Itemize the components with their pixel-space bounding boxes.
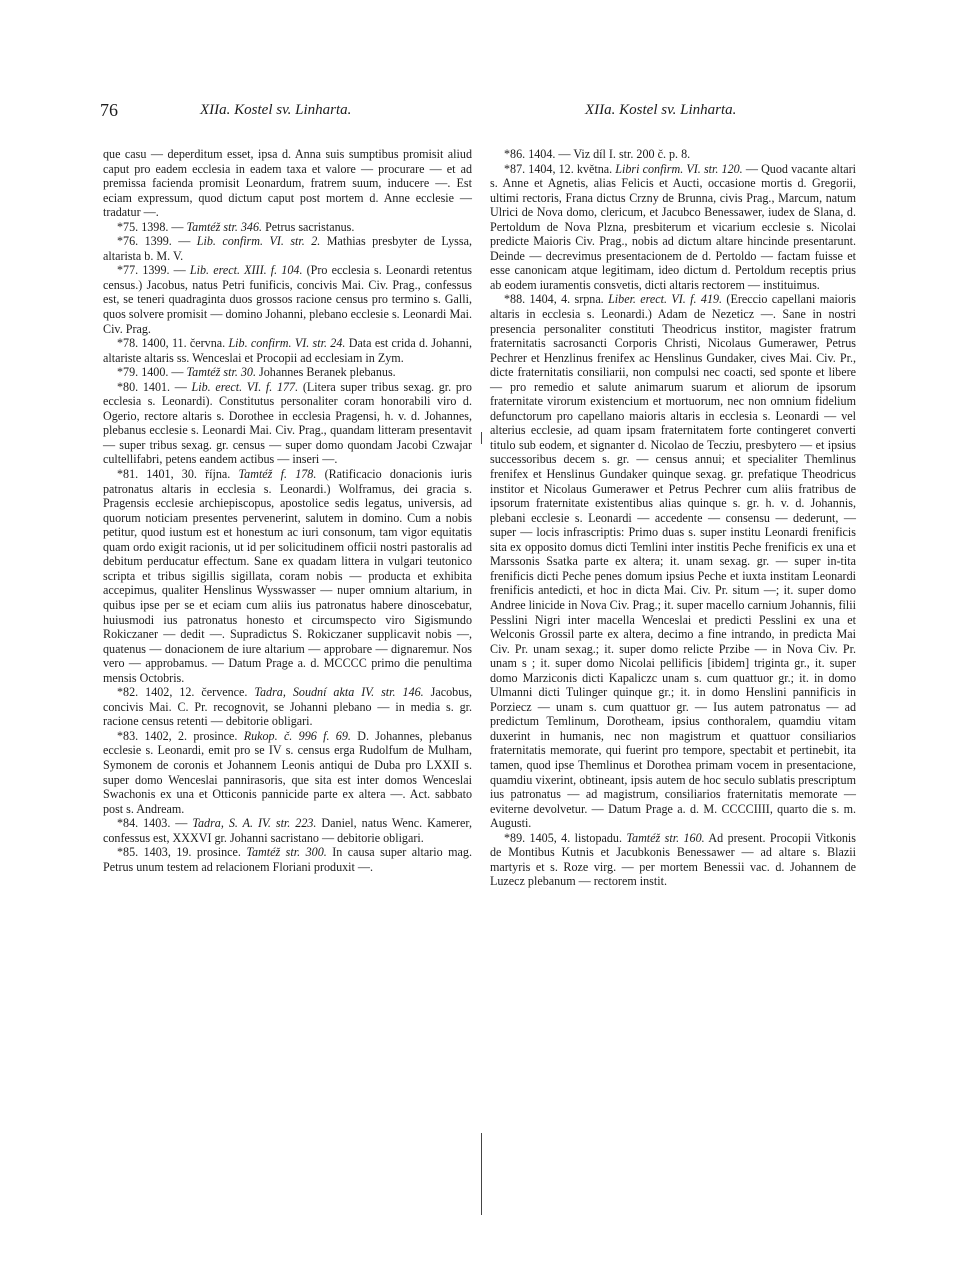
entry-text: *75. 1398. — (117, 219, 187, 234)
entry-paragraph (490, 147, 856, 162)
entry-text: (Pro ecclesia s. Leonardi retentus census.) Jacobus, natus Petri funificis, concivis Mai. Civ. Prag., confessus est, se teneri quadraginta duos grossos racione census pro termino s. Galli, quos solvere promisit — domino Johanni, plebano ecclesie s. Leonardi Mai. Civ. Prag. (103, 263, 472, 336)
entry-paragraph (103, 816, 472, 845)
entry-text: que casu — deperditum esset, ipsa d. Anna suis sumptibus promisit aliud caput pro eadem ecclesia in eadem taxa et valore — procurare — et ad premissa facienda promisit Leonardum, fratrem suum, inducere —. Est eciam expressum, quod dictum caput post mortem d. Anne ecclesie — tradatur —. (103, 147, 472, 220)
source-citation: Tamtéž str. 300. (246, 845, 327, 860)
entry-paragraph (103, 263, 472, 336)
entry-text: D. Johannes, plebanus ecclesie s. Leonardi, emit pro se IV s. census erga Rudolfum de Mulham, Symonem de coronis et Johannem Leonis antiqui de Duba pro LXXII s. super domo Wenceslai pannirasoris, que sita est inter domos Wenceslai Swachonis ex una et Otticonis pannicide parte ex altera —. Act. sabbato post s. Andream. (103, 728, 472, 816)
source-citation: Tadra, S. A. IV. str. 223. (192, 816, 317, 831)
page-number: 76 (100, 100, 118, 120)
source-citation: Tamtéž str. 346. (186, 219, 263, 234)
entry-paragraph (490, 162, 856, 293)
entry-text: (Ereccio capellani maioris altaris in ecclesia s. Leonardi.) Adam de Nezeticz —. Sane in nostri presencia personaliter constituti Theodricus institor, magister fratrum fraternitatis sacrosancti Corporis Christi, Nicolaus Gumerawer, Petrus Pechrer et Henzlinus frenifex ac Henslinus Gundaker, cives Mai. Civ. Pr., dicte fraternitatis consiliarii, non compulsi nec coacti, sed sponte et libere — pro remedio et salute animarum suarum et aliorum de ipsorum fraternitate virorum existencium et mortuorum, nec non omnium fidelium defunctorum pro capellano maioris altaris in ecclesia s. Leonardi — vel alterius ecclesie, ad quam ipsam fraternitatem forte contingeret converti titulo sub eodem, et signanter d. Nicolao de Tecziu, presbytero — et ipsius successoribus decem s. gr. — census annui; et specialiter Themlinus frenifex et Henslinus Gundaker quinque sexag. gr. prefatique Theodricus institor et Nicolaus Gumerawer et Petrus Pechrer cum aliis fratribus de ipsorum fraternitate existentibus alias quinque s. gr. h. v. d. Johannis, plebani ecclesie s. Leonardi — accedente — consensu — dederunt, — super — locis infrascriptis: Primo duas s. super institu Leonardi frenificis sita ex opposito domus dicti Temlini inter institis Peche frenificis ex una et Marssonis Ssatka parte ex altera; it. unam sexag. gr. — super in-tita frenificis dicti Peche penes domum ipsius Peche et iuxta institam Leonardi frenificis antedicti, et hoc in dicta Mai. Civ. Pr. situm —; it. super domo Andree linicide in Nova Civ. Prag.; it. super macello carnium Johannis, filii Pesslini Nigri inter macella Wenceslai et predicti Pesslini ex una et Welconis Grossil parte ex altera, decimo a fine intrando, in predicta Mai Civ. Pr. unam sexag.; it. super domo relicte Przibe — in Nova Civ. Pr. unam s ; it. super domo Nicolai pellificis [ibidem] triginta gr., it. super domo Marziconis dicti Kapaliczc unam s. cum quattuor gr.; it. in domo Ulmanni dicti Tulinger quinque gr.; it. in domo Henslini pannificis in Porziecz — unam s. cum quattuor gr. — Ius autem patronatus — ad predictum Temlinum, Dorotheam, ipsius conthoralem, quamdiu vitam duxerint in humanis, nec non magistrum et quattuor consiliarios fraternitatis memorate, qui fuerint pro tempore, spectabit et pertinebit, ita tamen, quod ipse Themlinus et Dorothea primam vocem in presentacione, quamdiu vixerint, obtineant, ipsis autem de hoc seculo sublatis prescriptum ius patronatus — ad magistrum, consiliarios fraternitatis memorate — eviterne devolvetur. — Datum Prage a. d. M. CCCCIIII, quarto die s. m. Augusti. (490, 292, 856, 831)
entry-paragraph (103, 234, 472, 263)
entry-paragraph (103, 467, 472, 685)
entry-text: (Litera super tribus sexag. gr. pro ecclesia s. Leonardi). Constitutus personaliter coram honorabili viro d. Ogerio, rectore altaris s. Dorothee in ecclesia Pragensi, h. v. d. Johannes, plebanus ecclesie s. Leonardi Mai. Civ. Prag., quandam litteram presentavit — super tribus sexag. gr. census — super domo quondam Jacobi Czwajar cultellifabri, petens eandem actibus — inseri —. (103, 379, 472, 467)
entry-paragraph (103, 380, 472, 467)
entry-paragraph (103, 336, 472, 365)
entry-text: *82. 1402, 12. července. (117, 685, 255, 700)
source-citation: Liber. erect. VI. f. 419. (608, 292, 723, 307)
source-citation: Lib. erect. XIII. f. 104. (189, 263, 303, 278)
entry-text: Ad present. Procopii Vitkonis de Montibus Kutnis et Jacubkonis Benessawer — ad altare s. Blazii martyris et s. Roze virg. — per mortem Benessii vac. d. Johannem de Luzecz plebanum — rectorem instit. (490, 830, 857, 889)
source-citation: Lib. confirm. VI. str. 24. (228, 336, 346, 351)
entry-text: *80. 1401. — (117, 379, 192, 394)
column-rule (481, 1133, 482, 1215)
entry-text: *88. 1404, 4. srpna. (504, 292, 609, 307)
entry-paragraph (490, 292, 856, 830)
source-citation: Lib. confirm. VI. str. 2. (196, 234, 321, 249)
entry-paragraph (103, 685, 472, 729)
running-head-left: XIIa. Kostel sv. Linharta. (200, 102, 352, 118)
entry-text: *76. 1399. — (117, 234, 197, 249)
entry-text: Jacobus, concivis Mai. C. Pr. recognovit, se Johanni plebano — in media s. gr. racione census retenti — debitorie obligari. (103, 685, 472, 729)
entry-text: *77. 1399. — (117, 263, 190, 278)
entry-paragraph (103, 729, 472, 816)
entry-text: (Ratificacio donacionis iuris patronatus altaris in ecclesia s. Leonardi.) Wolframus, dei gracia s. Pragensis ecclesie archiepiscopus, apostolice sedis legatus, universis, ad quorum noticiam presentes pervenerint, salutem in domino. Cum a nobis petitur, quod iustum est et honestum ac iuri consonum, tam vigor equitatis quam ordo exigit racionis, ut id per solicitudinem officii nostri pastoralis ad debitum perducatur effectum. Sane ex quadam littera in vulgari teutonico scripta et tribus sigillis sigillata, coram nobis — producta et exhibita accepimus, qualiter Henslinus Wysswasser — nuper omnium altarium, in quibus ipse per se et eciam cum aliis ius patronatus habere dinoscebatur, huiusmodi ius patronatus honesto et circumspecto viro Sigismundo Rokiczaner — dedit —. Supradictus S. Rokiczaner supplicavit nobis —, quatenus — donacionem de iure altarium — approbare — dignaremur. Nos vero — approbamus. — Datum Prage a. d. MCCCC primo die penultima mensis Octobris. (103, 467, 472, 685)
source-citation: Tamtéž f. 178. (238, 467, 317, 482)
entry-text: *87. 1404, 12. května. (504, 161, 616, 176)
entry-text: *86. 1404. — Viz díl I. str. 200 č. p. 8. (504, 147, 691, 161)
column-rule (481, 432, 482, 444)
entry-paragraph (103, 365, 472, 380)
source-citation: Tamtéž str. 30. (186, 365, 256, 380)
entry-paragraph (103, 220, 472, 235)
source-citation: Rukop. č. 996 f. 69. (243, 728, 351, 743)
entry-text: In causa super altario mag. Petrus unum testem ad relacionem Floriani produxit —. (103, 845, 472, 874)
source-citation: Lib. erect. VI. f. 177. (191, 379, 299, 394)
entry-text: *78. 1400, 11. června. (117, 336, 229, 351)
entry-text: Daniel, natus Wenc. Kamerer, confessus est, XXXVI gr. Johanni sacristano — debitorie obligari. (103, 816, 472, 845)
entry-text: *81. 1401, 30. října. (117, 467, 239, 482)
source-citation: Tamtéž str. 160. (626, 830, 705, 845)
entry-paragraph (490, 831, 856, 889)
running-header (0, 100, 960, 130)
entry-text: *85. 1403, 19. prosince. (117, 845, 247, 860)
entry-text: Data est crida d. Johanni, altariste altaris ss. Wenceslai et Procopii ad ecclesiam in Zym. (103, 336, 473, 365)
entry-text: Johannes Beranek plebanus. (256, 365, 396, 380)
entry-text: *89. 1405, 4. listopadu. (504, 830, 627, 845)
entry-text: *79. 1400. — (117, 365, 187, 380)
entry-text: Mathias presbyter de Lyssa, altarista b. M. V. (103, 234, 472, 263)
source-citation: Libri confirm. VI. str. 120. (615, 161, 743, 176)
entry-paragraph (103, 147, 472, 220)
entry-text: *84. 1403. — (117, 816, 193, 831)
running-head-right: XIIa. Kostel sv. Linharta. (585, 102, 737, 118)
entry-paragraph (103, 845, 472, 874)
entry-text: *83. 1402, 2. prosince. (117, 728, 244, 743)
entry-text: — Quod vacante altari s. Anne et Agnetis, alias Felicis et Aucti, occasione mortis d. Gregorii, ultimi rectoris, Frana dictus Crzny de Brunna, civis Prag., Marcum, natum Ulrici de Nova domo, clericum, et Jacubco Benessawer, iudex de Slana, d. Pertoldum de Nova Plzna, presbiterum et vicarium ecclesie s. Nicolai predicte Maioris Civ. Prag., nobis ad dictum altare hincinde presentarunt. Deinde — decrevimus presentacionem de d. Pertoldo — factam fuisse et esse canonicam atque legitimam, ideo dictum d. Pertoldum receptis prius ab eodem iuramentis consvetis, dicti altaris rectorem — instituimus. (490, 161, 856, 292)
right-column (490, 147, 856, 889)
entry-text: Petrus sacristanus. (262, 219, 355, 234)
source-citation: Tadra, Soudní akta IV. str. 146. (254, 685, 424, 700)
left-column (103, 147, 472, 874)
